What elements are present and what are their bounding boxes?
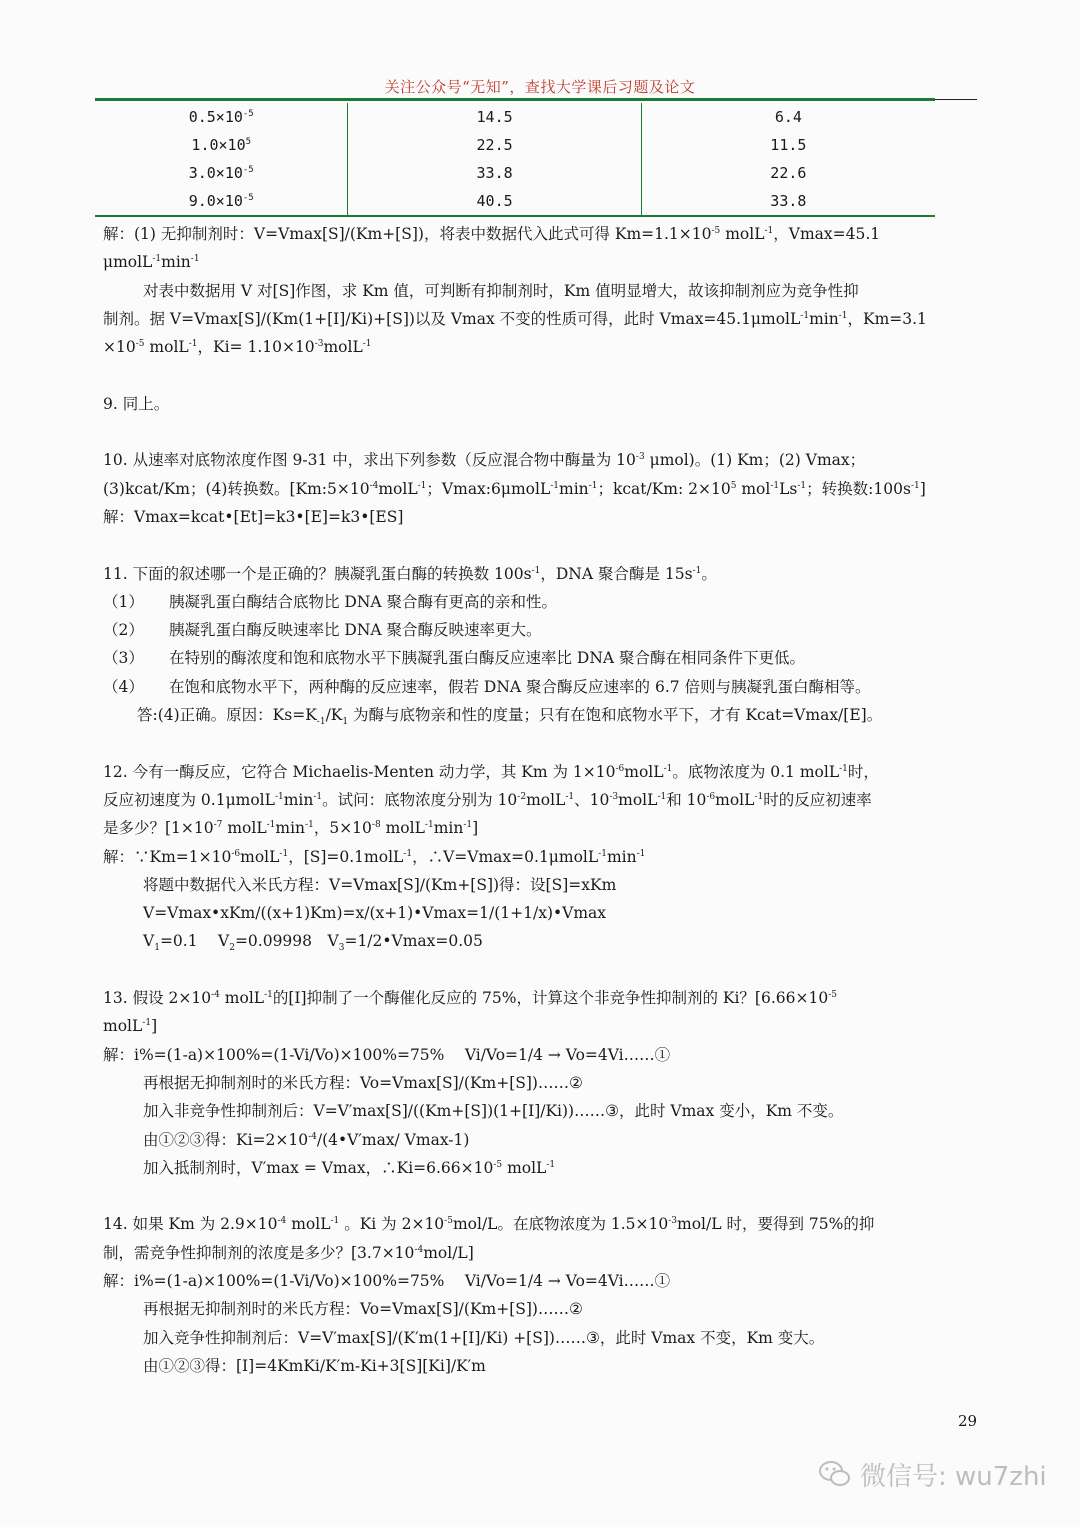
page-number: 29	[958, 1412, 978, 1430]
answer-13-line-3: 加入非竞争性抑制剂后：V=V′max[S]/((Km+[S])(1+[I]/Ki))……③，此时 Vmax 变小，Km 不变。	[143, 1102, 844, 1121]
answer-12-line-3: V=Vmax•xKm/((x+1)Km)=x/(x+1)•Vmax=1/(1+1/x)•Vmax	[143, 904, 607, 923]
answer-13-line-2: 再根据无抑制剂时的米氏方程：Vo=Vmax[S]/(Km+[S])……②	[143, 1073, 583, 1092]
wechat-icon	[818, 1459, 852, 1489]
question-10-line-1: 10. 从速率对底物浓度作图 9-31 中，求出下列参数（反应混合物中酶量为 $10^{-3}$ μmol)。(1) Km；(2) Vmax；	[103, 451, 866, 470]
table-bottom-rule	[95, 215, 935, 217]
question-11: 11. 下面的叙述哪一个是正确的？胰凝乳蛋白酶的转换数 $100s^{-1}$，DNA 聚合酶是 $15s^{-1}$。	[103, 564, 717, 583]
list-item: （4） 在饱和底物水平下，两种酶的反应速率，假若 DNA 聚合酶反应速率的 6.7 倍则与胰凝乳蛋白酶相等。	[103, 677, 871, 696]
table-row: $0.5\times 10^{-5}$ 14.5 6.4	[95, 103, 935, 131]
answer-8-line-1: 解：(1) 无抑制剂时：V=Vmax[S]/(Km+[S])，将表中数据代入此式可得 $Km=1.1\times 10^{-5}$ molL$^{-1}$，Vmax=45.1	[103, 225, 881, 243]
question-10-line-2: (3)kcat/Km；(4)转换数。[$Km:5\times 10^{-4}molL^{-1}$；$Vmax:6\mu molL^{-1}\min^{-1}$；kcat/Km: $2\times 10^5$ $mol^{-1}Ls^{-1}$；转换数$:100s^{-1}$]	[103, 479, 926, 498]
table-row: $1.0\times 10^5$ 22.5 11.5	[95, 131, 935, 159]
question-12-line-1: 12. 今有一酶反应，它符合 Michaelis-Menten 动力学，其 Km 为 $1\times 10^{-6}molL^{-1}$。底物浓度为 0.1 molL$^{-1}$时，	[103, 762, 879, 781]
list-item: （2） 胰凝乳蛋白酶反映速率比 DNA 聚合酶反映速率更大。	[103, 621, 542, 640]
answer-14-line-2: 再根据无抑制剂时的米氏方程：Vo=Vmax[S]/(Km+[S])……②	[143, 1300, 583, 1319]
answer-11: 答:(4)正确。原因：$Ks=K_{-1}/K_1$ 为酶与底物亲和性的度量；只有在饱和底物水平下，才有 Kcat=Vmax/[E]。	[137, 706, 883, 728]
question-9: 9. 同上。	[103, 394, 170, 413]
question-14-line-2: 制，需竞争性抑制剂的浓度是多少？$[3.7\times 10^{-4}mol/L]$	[103, 1243, 474, 1262]
answer-12-line-4: $V_1=0.1$ $V_2=0.09998$ $V_3=1/2•Vmax=0.05$	[143, 932, 483, 954]
question-12-line-2: 反应初速度为 $0.1\mu molL^{-1}\min^{-1}$。试问：底物浓度分别为 $10^{-2}molL^{-1}$、$10^{-3}molL^{-1}$和 $10^{-6}molL^{-1}$时的反应初速率	[103, 790, 872, 809]
answer-14-line-3: 加入竞争性抑制剂后：V=V′max[S]/(K′m(1+[I]/Ki) +[S])……③，此时 Vmax 不变，Km 变大。	[143, 1328, 825, 1347]
answer-14-line-1: 解：i%=(1-a)×100%=(1-Vi/Vo)×100%=75% Vi/Vo=1/4 → Vo=4Vi……①	[103, 1271, 671, 1290]
watermark	[818, 1452, 1058, 1496]
answer-14-line-4: 由①②③得：[I]=4KmKi/K′m-Ki+3[S][Ki]/K′m	[143, 1356, 486, 1375]
answer-10: 解：Vmax=kcat•[Et]=k3•[E]=k3•[ES]	[103, 507, 404, 526]
header-rule-extension	[935, 99, 977, 100]
answer-12-line-1: 解：$\because Km=1\times 10^{-6}molL^{-1}$，[S]=0.1molL$^{-1}$，$\therefore V=Vmax=0.1\mu molL^{-1}\min^{-1}$	[103, 847, 646, 866]
watermark-text: 微信号: wu7zhi	[860, 1461, 1047, 1492]
document-body	[103, 220, 979, 1380]
question-13-line-1: 13. 假设 $2\times 10^{-4}$ molL$^{-1}$的[I]抑制了一个酶催化反应的 75%，计算这个非竞争性抑制剂的 Ki？[$6.66\times 10^{-5}$	[103, 989, 837, 1008]
question-13-line-2: molL$^{-1}$]	[103, 1017, 158, 1036]
answer-8-line-3: 对表中数据用 V 对[S]作图，求 Km 值，可判断有抑制剂时，Km 值明显增大，故该抑制剂应为竞争性抑	[143, 281, 859, 300]
list-item: （1） 胰凝乳蛋白酶结合底物比 DNA 聚合酶有更高的亲和性。	[103, 592, 558, 611]
header-rule	[95, 98, 935, 101]
answer-8-line-2: $\mu molL^{-1}\min^{-1}$	[103, 253, 200, 272]
answer-13-line-4: 由①②③得：$Ki=2\times 10^{-4}/(4•V'\max/$ Vmax-1)	[143, 1130, 470, 1149]
table-row: $3.0\times 10^{-5}$ 33.8 22.6	[95, 159, 935, 187]
answer-13-line-5: 加入抵制剂时，V′max = Vmax，$\therefore Ki=6.66\times 10^{-5}$ molL$^{-1}$	[143, 1158, 556, 1177]
data-table	[95, 103, 935, 215]
answer-12-line-2: 将题中数据代入米氏方程：V=Vmax[S]/(Km+[S])得：设[S]=xKm	[143, 875, 617, 894]
question-14-line-1: 14. 如果 Km 为 $2.9\times 10^{-4}$ molL$^{-1}$ 。Ki 为 $2\times 10^{-5}mol/L$。在底物浓度为 $1.5\times 10^{-3}mol/L$ 时，要得到 75%的抑	[103, 1215, 875, 1234]
table-row: $9.0\times 10^{-5}$ 40.5 33.8	[95, 187, 935, 215]
answer-8-line-4: 制剂。据 V=Vmax[S]/(Km(1+[I]/Ki)+[S])以及 Vmax 不变的性质可得，此时 $Vmax=45.1\mu molL^{-1}\min^{-1}$，Km=3.1	[103, 309, 927, 328]
list-item: （3） 在特别的酶浓度和饱和底物水平下胰凝乳蛋白酶反应速率比 DNA 聚合酶在相同条件下更低。	[103, 649, 806, 668]
question-12-line-3: 是多少？[$1\times 10^{-7}$ $molL^{-1}\min^{-1}$，$5\times 10^{-8}$ $molL^{-1}\min^{-1}$]	[103, 819, 479, 838]
page-header-title: 关注公众号“无知”，查找大学课后习题及论文	[384, 78, 696, 96]
answer-8-line-5: $\times 10^{-5}$ molL$^{-1}$，$Ki= 1.10\times 10^{-3}molL^{-1}$	[103, 338, 372, 357]
answer-13-line-1: 解：i%=(1-a)×100%=(1-Vi/Vo)×100%=75% Vi/Vo=1/4 → Vo=4Vi……①	[103, 1045, 671, 1064]
